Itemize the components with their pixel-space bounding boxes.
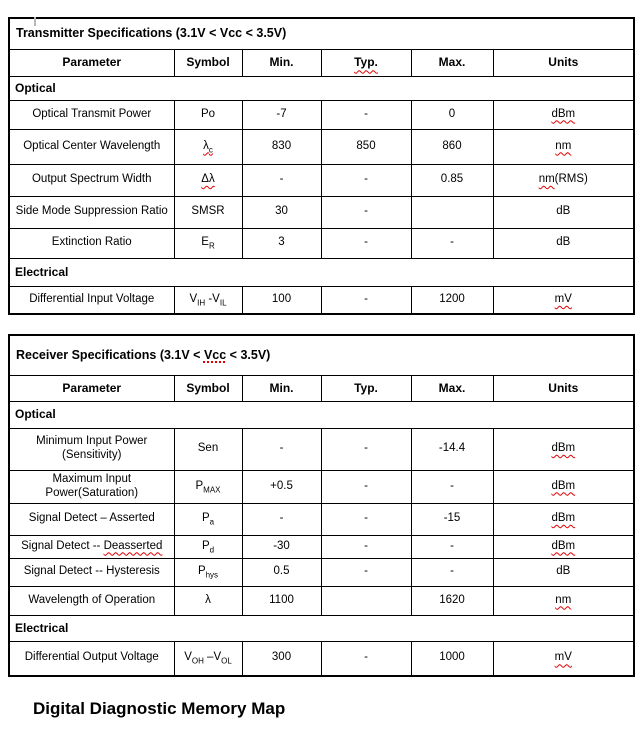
units-cell: dBm bbox=[493, 503, 634, 535]
min-cell: -7 bbox=[242, 100, 321, 129]
table-row bbox=[9, 129, 634, 164]
param-cell: Extinction Ratio bbox=[9, 228, 174, 258]
symbol-cell: $P_{hys}$ bbox=[174, 558, 242, 586]
table-title-row bbox=[9, 335, 634, 375]
param-cell: Signal Detect -- Hysteresis bbox=[9, 558, 174, 586]
max-cell: -15 bbox=[411, 503, 493, 535]
symbol-cell: $V_{IH}$ $-V_{IL}$ bbox=[174, 286, 242, 314]
units-cell: dBm bbox=[493, 535, 634, 558]
table-row bbox=[9, 586, 634, 615]
max-cell: 1620 bbox=[411, 586, 493, 615]
typ-cell: - bbox=[321, 196, 411, 228]
min-cell: - bbox=[242, 164, 321, 196]
param-cell: Side Mode Suppression Ratio bbox=[9, 196, 174, 228]
col-header-units: Units bbox=[493, 49, 634, 76]
table-title: Receiver Specifications (3.1V < Vcc < 3.5V) bbox=[9, 335, 634, 375]
typ-cell: - bbox=[321, 228, 411, 258]
units-cell: nm(RMS) bbox=[493, 164, 634, 196]
col-header-parameter: Parameter bbox=[9, 49, 174, 76]
units-cell: dBm bbox=[493, 470, 634, 503]
table-row bbox=[9, 100, 634, 129]
min-cell: 0.5 bbox=[242, 558, 321, 586]
table-row bbox=[9, 470, 634, 503]
section-label: Optical bbox=[9, 401, 634, 428]
typ-cell: - bbox=[321, 558, 411, 586]
min-cell: 300 bbox=[242, 641, 321, 676]
table-header-row bbox=[9, 375, 634, 401]
typ-cell: 850 bbox=[321, 129, 411, 164]
units-cell: mV bbox=[493, 286, 634, 314]
typ-cell: - bbox=[321, 286, 411, 314]
symbol-cell: λ bbox=[174, 586, 242, 615]
table-row bbox=[9, 428, 634, 470]
col-header-max: Max. bbox=[411, 49, 493, 76]
section-label: Electrical bbox=[9, 615, 634, 641]
param-cell: Signal Detect – Asserted bbox=[9, 503, 174, 535]
page-artifact-tick bbox=[34, 17, 36, 26]
symbol-cell: SMSR bbox=[174, 196, 242, 228]
section-label: Optical bbox=[9, 76, 634, 100]
transmitter-spec-table bbox=[8, 17, 635, 315]
min-cell: 3 bbox=[242, 228, 321, 258]
units-cell: dBm bbox=[493, 100, 634, 129]
min-cell: 100 bbox=[242, 286, 321, 314]
param-cell: Minimum Input Power (Sensitivity) bbox=[9, 428, 174, 470]
max-cell: 1000 bbox=[411, 641, 493, 676]
typ-cell: - bbox=[321, 503, 411, 535]
units-cell: dB bbox=[493, 228, 634, 258]
table-row bbox=[9, 558, 634, 586]
max-cell: - bbox=[411, 228, 493, 258]
table-row bbox=[9, 164, 634, 196]
section-row-optical bbox=[9, 76, 634, 100]
typ-cell: - bbox=[321, 100, 411, 129]
max-cell: 0.85 bbox=[411, 164, 493, 196]
param-cell: Output Spectrum Width bbox=[9, 164, 174, 196]
col-header-parameter: Parameter bbox=[9, 375, 174, 401]
min-cell: 830 bbox=[242, 129, 321, 164]
max-cell: - bbox=[411, 470, 493, 503]
col-header-symbol: Symbol bbox=[174, 49, 242, 76]
table-row bbox=[9, 196, 634, 228]
symbol-cell: $\lambda_c$ bbox=[174, 129, 242, 164]
max-cell: - bbox=[411, 558, 493, 586]
symbol-cell: Po bbox=[174, 100, 242, 129]
max-cell: 0 bbox=[411, 100, 493, 129]
max-cell: 1200 bbox=[411, 286, 493, 314]
table-row bbox=[9, 503, 634, 535]
col-header-units: Units bbox=[493, 375, 634, 401]
param-cell: Maximum Input Power(Saturation) bbox=[9, 470, 174, 503]
table-row bbox=[9, 286, 634, 314]
symbol-cell: $P_a$ bbox=[174, 503, 242, 535]
col-header-max: Max. bbox=[411, 375, 493, 401]
receiver-spec-table bbox=[8, 334, 635, 677]
symbol-cell: $E_R$ bbox=[174, 228, 242, 258]
max-cell bbox=[411, 196, 493, 228]
typ-cell: - bbox=[321, 164, 411, 196]
param-cell: Signal Detect -- Deasserted bbox=[9, 535, 174, 558]
units-cell: dB bbox=[493, 196, 634, 228]
table-row bbox=[9, 641, 634, 676]
col-header-symbol: Symbol bbox=[174, 375, 242, 401]
table-row bbox=[9, 535, 634, 558]
param-cell: Differential Input Voltage bbox=[9, 286, 174, 314]
typ-cell: - bbox=[321, 428, 411, 470]
table-title-row bbox=[9, 18, 634, 49]
units-cell: nm bbox=[493, 129, 634, 164]
section-row-optical bbox=[9, 401, 634, 428]
section-row-electrical bbox=[9, 615, 634, 641]
page-heading: Digital Diagnostic Memory Map bbox=[33, 699, 286, 718]
param-cell: Optical Center Wavelength bbox=[9, 129, 174, 164]
symbol-cell: Δλ bbox=[174, 164, 242, 196]
symbol-cell: $P_d$ bbox=[174, 535, 242, 558]
min-cell: -30 bbox=[242, 535, 321, 558]
typ-cell bbox=[321, 586, 411, 615]
max-cell: - bbox=[411, 535, 493, 558]
param-cell: Differential Output Voltage bbox=[9, 641, 174, 676]
table-title: Transmitter Specifications (3.1V < Vcc < 3.5V) bbox=[9, 18, 634, 49]
col-header-typ: Typ. bbox=[321, 375, 411, 401]
section-row-electrical bbox=[9, 258, 634, 286]
col-header-typ: Typ. bbox=[321, 49, 411, 76]
symbol-cell: $V_{OH}$ $-V_{OL}$ bbox=[174, 641, 242, 676]
table-header-row bbox=[9, 49, 634, 76]
units-cell: dB bbox=[493, 558, 634, 586]
param-cell: Optical Transmit Power bbox=[9, 100, 174, 129]
max-cell: -14.4 bbox=[411, 428, 493, 470]
min-cell: - bbox=[242, 428, 321, 470]
typ-cell: - bbox=[321, 641, 411, 676]
param-cell: Wavelength of Operation bbox=[9, 586, 174, 615]
section-label: Electrical bbox=[9, 258, 634, 286]
table-row bbox=[9, 228, 634, 258]
typ-cell: - bbox=[321, 535, 411, 558]
typ-cell: - bbox=[321, 470, 411, 503]
max-cell: 860 bbox=[411, 129, 493, 164]
col-header-min: Min. bbox=[242, 49, 321, 76]
min-cell: - bbox=[242, 503, 321, 535]
min-cell: +0.5 bbox=[242, 470, 321, 503]
units-cell: nm bbox=[493, 586, 634, 615]
symbol-cell: Sen bbox=[174, 428, 242, 470]
symbol-cell: $P_{MAX}$ bbox=[174, 470, 242, 503]
min-cell: 1100 bbox=[242, 586, 321, 615]
min-cell: 30 bbox=[242, 196, 321, 228]
units-cell: dBm bbox=[493, 428, 634, 470]
units-cell: mV bbox=[493, 641, 634, 676]
col-header-min: Min. bbox=[242, 375, 321, 401]
